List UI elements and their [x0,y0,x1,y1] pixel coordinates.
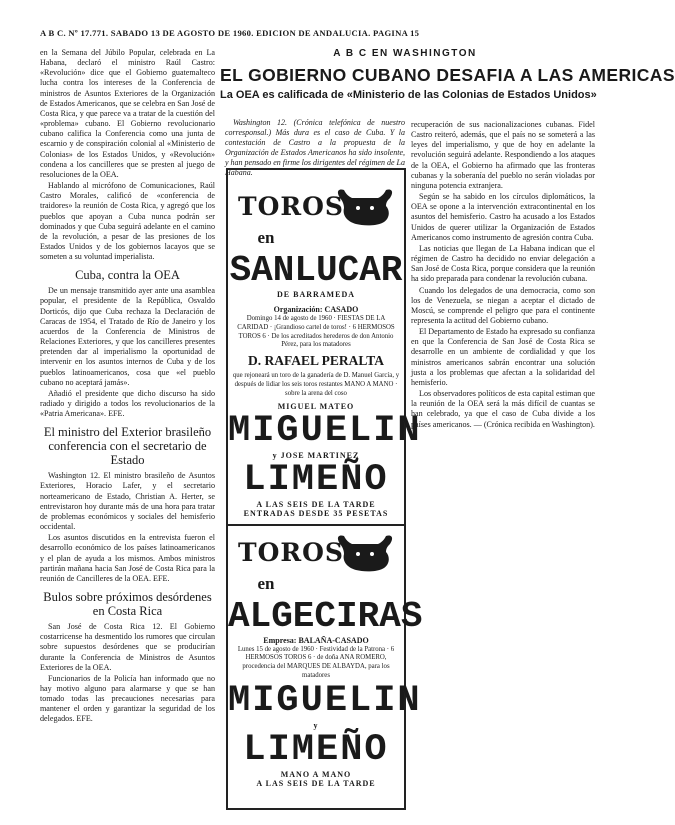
ad-toros-title: TOROS [238,192,344,221]
ad-en: en [257,228,275,247]
ad-connector: y JOSE MARTINEZ [272,450,360,460]
ad-town-sanlucar: SANLUCAR [229,250,403,291]
article-paragraph: Las noticias que llegan de La Habana indican que el régimen de Castro ha decidido no enviar delegación a San José de Costa Rica, porque considera que la reunión ha sido preparada para condenar la revolución cubana. [411,243,595,284]
bull-icon [334,532,396,574]
left-column [40,48,215,818]
article-paragraph: Hablando al micrófono de Comunicaciones, Raúl Castro Morales, calificó de «conferencia de traidores» la reunión de Costa Rica, y agregó que los pueblos que apoyan a Cuba nunca podrán ser dominados y que Cuba seguirá adelante en el camino de la revolución, a pesar de las presiones de los Estados Unidos y de los gobiernos lacayos que se someten a su voluntad imperialista. [40,181,215,262]
ad-connector: y [313,720,319,730]
ad-rejoneador-note: que rejoneará un toro de la ganadería de D. Manuel García, y después de lidiar los seis toros restantes MANO A MANO · sobre la arena del coso [232,372,400,397]
headline-block [220,48,675,123]
ad-details: Lunes 15 de agosto de 1960 · Festividad de la Patrona · 6 HERMOSOS TOROS 6 · de doña ANA ROMERO, procedencia del MARQUES DE ALBAYDA, para los matadores [237,645,395,679]
ad-time: A LAS SEIS DE LA TARDE [256,778,376,788]
ad-mano-a-mano: MANO A MANO [280,769,352,779]
article-paragraph: San José de Costa Rica 12. El Gobierno costarricense ha desmentido los rumores que circulan sobre supuestos desórdenes que se producirían durante la Conferencia de Ministros de Asuntos Exteriores de la OEA. [40,622,215,672]
ad-en: en [257,573,275,593]
ad-fighter-miguelin: MIGUELIN [228,409,422,452]
ad-town-sub: DE BARRAMEDA [277,290,355,299]
ad-fighter-limeno: LIMEÑO [243,728,389,771]
section-title-cuba-oea: Cuba, contra la OEA [75,268,180,283]
section-title-brazil-minister: El ministro del Exterior brasileño conferencia con el secretario de Estado [43,425,212,468]
article-paragraph: Según se ha sabido en los círculos diplomáticos, la OEA se opone a la intervención extracontinental en los asuntos del hemisferio. Castro ha acusado a los Estados Unidos de querer utilizar la Organización de Estados Americanos como instrumento de agresión contra Cuba. [411,192,595,242]
article-paragraph: recuperación de sus nacionalizaciones cubanas. Fidel Castro reiteró, además, que el país no se someterá a las leyes del imperialismo, y que de hoy en adelante la revolución seguirá adelante. Respondiendo a los ataques de la OEA, el Gobierno ha afirmado que las fronteras cubanas y la soberanía del pueblo no serán violadas por ninguna potencia extranjera. [411,120,595,190]
ad-organizer: Organización: CASADO [273,305,359,314]
article-paragraph: Añadió el presidente que dicho discurso ha sido radiado y dirigido a todos los revolucionarios de la «Patria Americana». EFE. [40,388,215,419]
ad-fighter-limeno: LIMEÑO [243,458,389,501]
ad-header-algeciras [228,532,404,572]
ad-toros-title: TOROS [238,537,344,567]
bull-icon [334,186,396,228]
article-paragraph: El Departamento de Estado ha expresado su confianza en que la Conferencia de San José de Costa Rica se desarrolle en un ambiente de cordialidad y que los ministros americanos sabrán encontrar una solución justa a los problemas que afectan a la solidaridad del hemisferio. [411,327,595,387]
right-column [411,120,595,820]
section-kicker: A B C EN WASHINGTON [333,48,477,59]
article-paragraph: Washington 12. (Crónica telefónica de nuestro corresponsal.) Más dura es el caso de Cuba. Y la contestación de Castro a la propuesta de la Organización de Estados Americanos ha sido insolente, y han pensado en firme los dirigentes del régimen de La Habana. [225,118,405,177]
article-paragraph: Funcionarios de la Policía han informado que no hay motivo alguno para alarmarse y que se han tomado todas las precauciones necesarias para mantener el orden y garantizar la seguridad de los delegados. EFE. [40,673,215,724]
ad-time: A LAS SEIS DE LA TARDE [256,499,376,509]
ad-divider [228,524,404,526]
ad-rejoneador: D. RAFAEL PERALTA [248,353,384,369]
article-paragraph: Los asuntos discutidos en la entrevista fueron el desarrollo económico de los países latinoamericanos y el plan de ayuda a los mismos. Ambos ministros partirán mañana hacia San José de Costa Rica para la reunión de Cancilleres de la OEA. EFE. [40,533,215,583]
article-paragraph: De un mensaje transmitido ayer ante una asamblea popular, el presidente de la República, Osvaldo Dorticós, dijo que Cuba rechaza la Declaración de Caracas de 1954, el Tratado de Río de Janeiro y los acuerdos de la Conferencia de Ministros de Relaciones Exteriores, y que los cancilleres presentes pretenden dar al imperialismo la oportunidad de intervenir en los asuntos internos de Cuba y de los pueblos latinoamericanos, cosa que «el pueblo cubano no aceptará jamás». [40,286,215,387]
ad-fighter1-label: MIGUEL MATEO [277,401,355,411]
ad-fighter-miguelin: MIGUELIN [228,679,422,722]
ad-header-sanlucar [228,186,404,226]
ad-prices: ENTRADAS DESDE 35 PESETAS [243,508,389,518]
bullfight-advertisement [226,168,423,810]
article-paragraph: Los observadores políticos de esta capital estiman que la reunión de la OEA será la más difícil de cuantas se han celebrado, ya que el caso de Cuba divide a los países americanos. — (Crónica recibida en Washington). [411,389,595,429]
section-title-costa-rica: Bulos sobre próximos desórdenes en Costa Rica [43,590,212,619]
main-headline: EL GOBIERNO CUBANO DESAFIA A LAS AMERICAS [220,65,675,85]
page-masthead: A B C. Nº 17.771. SABADO 13 DE AGOSTO DE 1960. EDICION DE ANDALUCIA. PAGINA 15 [40,28,420,38]
article-paragraph: Cuando los delegados de una democracia, como son los de Venezuela, se niegan a aceptar el dictado de Moscú, se comprende el peligro que para el continente representa la actitud del Gobierno cubano. [411,285,595,325]
ad-details: Domingo 14 de agosto de 1960 · FIESTAS DE LA CARIDAD · ¡Grandioso cartel de toros! · 6 HERMOSOS TOROS 6 · De los acreditados herederos de don Antonio Pérez, para los matadores [237,315,395,349]
sub-headline: La OEA es calificada de «Ministerio de las Colonias de Estados Unidos» [220,89,597,101]
ad-organizer: Empresa: BALAÑA-CASADO [263,635,369,645]
ad-town-algeciras: ALGECIRAS [228,595,423,637]
article-paragraph: Washington 12. El ministro brasileño de Asuntos Exteriores, Horacio Lafer, y el secretario norteamericano de Estado, Christian A. Herter, se entrevistaron hoy durante más de una hora para tratar de problemas económicos y sociales del hemisferio occidental. [40,471,215,532]
article-paragraph: en la Semana del Júbilo Popular, celebrada en La Habana, declaró el ministro Raúl Castro: «Revolución» dice que el Gobierno guatemalteco lucha contra los intereses de la Conferencia de ministros de Asuntos Exteriores de la Organización de Estados Americanos, que se celebra en San José de Costa Rica, y que parece va a tratar de la cuestión del «problema» cubano. El Gobierno revolucionario cubano califica la Conferencia como una junta de escarnio y de conspiración colonial al «Ministerio de Colonias» de los Estados Unidos, y «Revolución» condena a los cancilleres que se presten al juego de resoluciones de la OEA. [40,48,215,179]
